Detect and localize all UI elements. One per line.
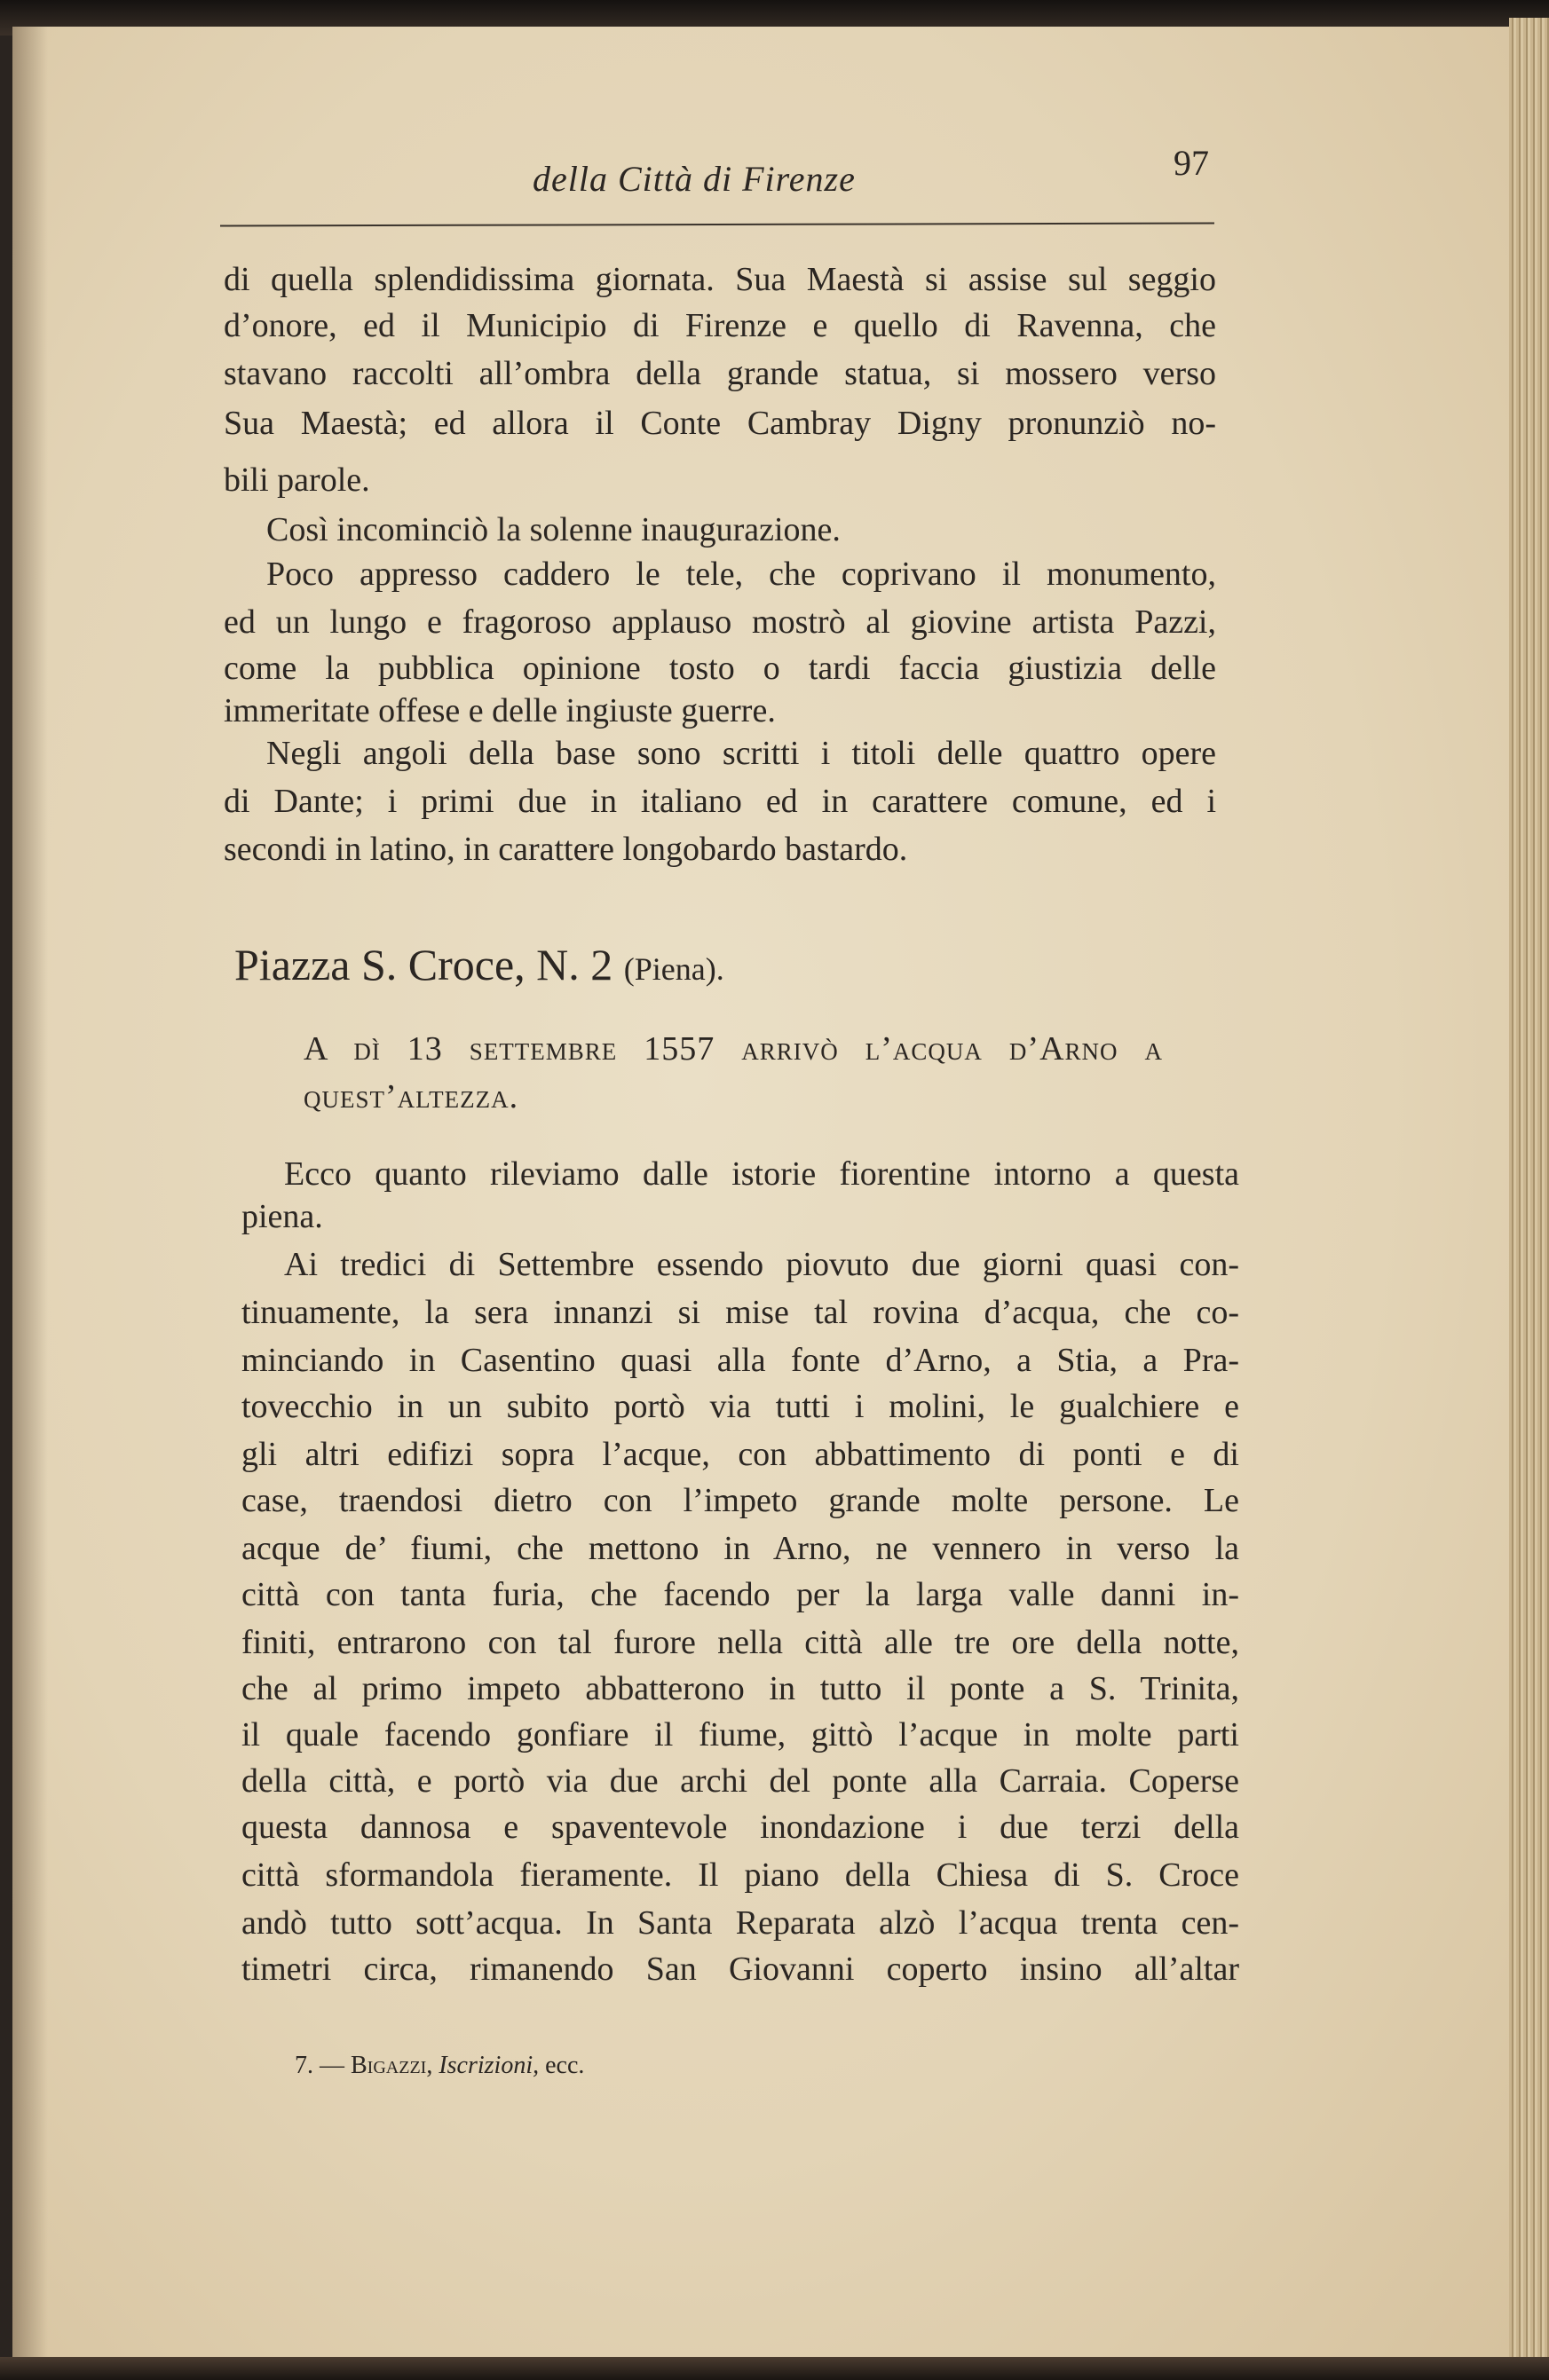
text-line: città con tanta furia, che facendo per la larga valle danni in-: [241, 1576, 1239, 1613]
signature-author: Bigazzi,: [351, 2052, 433, 2079]
text-line: Poco appresso caddero le tele, che coprivano il monumento,: [266, 556, 1216, 593]
text-line: secondi in latino, in carattere longobardo bastardo.: [224, 831, 908, 868]
text-line: città sformandola fieramente. Il piano della Chiesa di S. Croce: [241, 1856, 1239, 1894]
text-line: case, traendosi dietro con l’impeto grande molte persone. Le: [241, 1482, 1239, 1519]
running-head: della Città di Firenze: [533, 159, 856, 199]
text-line: d’onore, ed il Municipio di Firenze e quello di Ravenna, che: [224, 307, 1216, 344]
text-line: che al primo impeto abbatterono in tutto il ponte a S. Trinita,: [241, 1670, 1239, 1707]
signature-suffix: ecc.: [545, 2052, 585, 2079]
gutter-shadow: [12, 27, 48, 2359]
inscription-line: A dì 13 settembre 1557 arrivò l’acqua d’Arno a: [304, 1030, 1163, 1068]
text-line: il quale facendo gonfiare il fiume, gittò l’acque in molte parti: [241, 1716, 1239, 1753]
section-heading-note: (Piena).: [623, 951, 724, 987]
page-stack-edge: [1509, 18, 1549, 2360]
text-line: stavano raccolti all’ombra della grande statua, si mossero verso: [224, 355, 1216, 392]
text-line: immeritate offese e delle ingiuste guerre.: [224, 692, 776, 729]
text-line: di quella splendidissima giornata. Sua Maestà si assise sul seggio: [224, 261, 1216, 298]
page-number: 97: [1174, 143, 1209, 183]
text-line: come la pubblica opinione tosto o tardi faccia giustizia delle: [224, 650, 1216, 687]
section-heading: [234, 939, 724, 990]
text-line: Ecco quanto rileviamo dalle istorie fiorentine intorno a questa: [284, 1155, 1239, 1193]
signature-number: 7. —: [295, 2052, 344, 2079]
text-line: Sua Maestà; ed allora il Conte Cambray Digny pronunziò no-: [224, 405, 1216, 442]
text-line: piena.: [241, 1198, 323, 1235]
section-heading-title: Piazza S. Croce, N. 2: [234, 940, 613, 989]
text-line: minciando in Casentino quasi alla fonte d’Arno, a Stia, a Pra-: [241, 1342, 1239, 1379]
text-line: timetri circa, rimanendo San Giovanni coperto insino all’altar: [241, 1950, 1239, 1988]
text-line: tinuamente, la sera innanzi si mise tal rovina d’acqua, che co-: [241, 1294, 1239, 1331]
inscription-line: quest’altezza.: [304, 1078, 519, 1115]
text-line: ed un lungo e fragoroso applauso mostrò al giovine artista Pazzi,: [224, 603, 1216, 641]
text-line: bili parole.: [224, 461, 370, 499]
text-line: tovecchio in un subito portò via tutti i molini, le gualchiere e: [241, 1388, 1239, 1425]
scan-border-bottom: [0, 2357, 1549, 2380]
text-line: Negli angoli della base sono scritti i titoli delle quattro opere: [266, 735, 1216, 772]
text-line: di Dante; i primi due in italiano ed in carattere comune, ed i: [224, 783, 1216, 820]
text-line: andò tutto sott’acqua. In Santa Reparata alzò l’acqua trenta cen-: [241, 1904, 1239, 1942]
footer-signature: [295, 2052, 584, 2080]
text-line: Ai tredici di Settembre essendo piovuto due giorni quasi con-: [284, 1246, 1239, 1283]
signature-title: Iscrizioni,: [439, 2052, 540, 2079]
text-line: acque de’ fiumi, che mettono in Arno, ne vennero in verso la: [241, 1530, 1239, 1567]
text-line: questa dannosa e spaventevole inondazione i due terzi della: [241, 1809, 1239, 1846]
text-line: gli altri edifizi sopra l’acque, con abbattimento di ponti e di: [241, 1436, 1239, 1473]
text-line: Così incominciò la solenne inaugurazione.: [266, 511, 841, 548]
text-line: della città, e portò via due archi del ponte alla Carraia. Coperse: [241, 1762, 1239, 1800]
text-line: finiti, entrarono con tal furore nella città alle tre ore della notte,: [241, 1624, 1239, 1661]
